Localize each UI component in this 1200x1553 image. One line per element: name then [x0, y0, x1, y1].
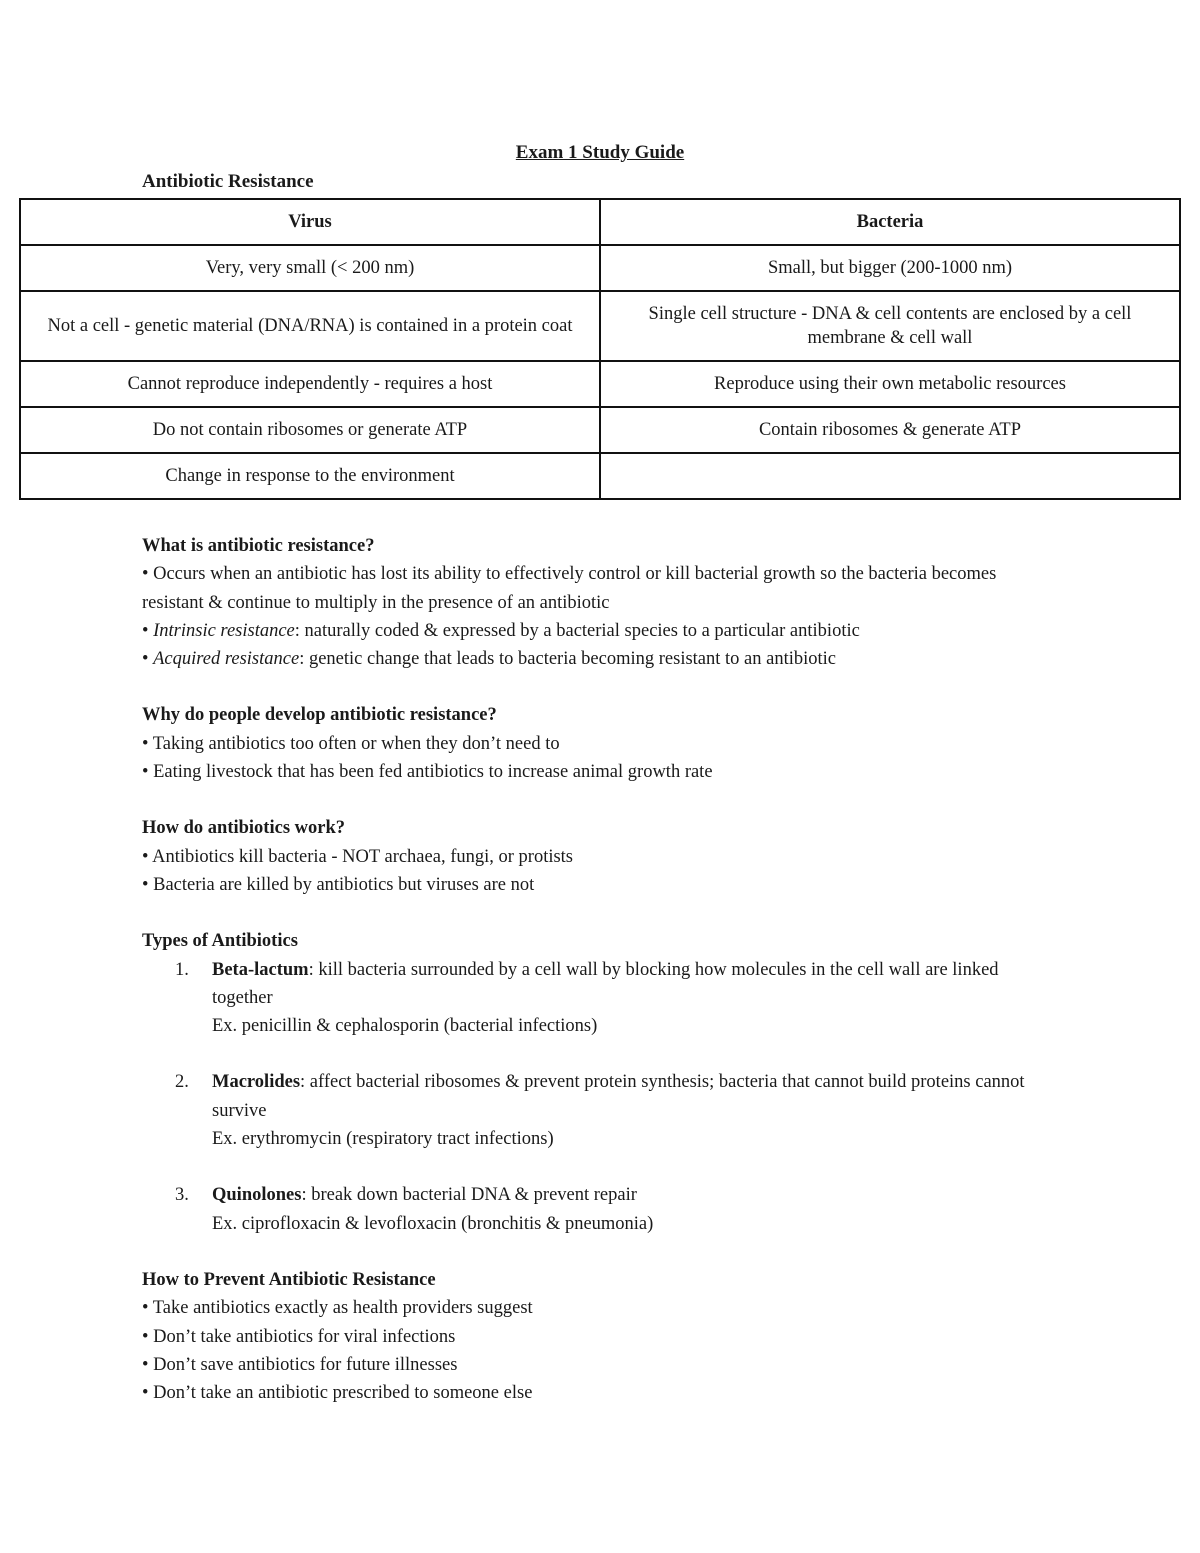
type-term: Macrolides: [212, 1072, 301, 1093]
table-row: [20, 453, 1180, 499]
type-term: Quinolones: [212, 1185, 302, 1206]
type-example: Ex. penicillin & cephalosporin (bacterial infections): [212, 1016, 598, 1037]
bullet-marker: •: [142, 649, 154, 670]
table-cell: Not a cell - genetic material (DNA/RNA) is contained in a protein coat: [20, 291, 600, 361]
type-description: : affect bacterial ribosomes & prevent protein synthesis; bacteria that cannot build proteins cannot survive: [212, 1072, 1025, 1121]
bullet-item: • Don’t save antibiotics for future illnesses: [142, 1354, 458, 1375]
table-cell: Cannot reproduce independently - requires a host: [20, 361, 600, 407]
study-guide-body: [142, 532, 1062, 1407]
table-row: [20, 361, 1180, 407]
question-heading-what: What is antibiotic resistance?: [142, 536, 375, 556]
type-description: : break down bacterial DNA & prevent repair: [301, 1185, 637, 1206]
virus-bacteria-table: [19, 198, 1181, 500]
type-term: Beta-lactum: [212, 959, 309, 980]
list-item: [142, 956, 1062, 1041]
table-cell: Do not contain ribosomes or generate ATP: [20, 407, 600, 453]
table-header-bacteria: Bacteria: [600, 199, 1180, 245]
types-heading: Types of Antibiotics: [142, 931, 298, 952]
bullet-item: • Eating livestock that has been fed antibiotics to increase animal growth rate: [142, 762, 713, 783]
term-intrinsic: Intrinsic resistance: [153, 620, 295, 641]
antibiotic-types-list: [142, 956, 1062, 1238]
table-header-virus: Virus: [20, 199, 600, 245]
table-header-row: [20, 199, 1180, 245]
table-cell: [600, 453, 1180, 499]
type-example: Ex. erythromycin (respiratory tract infections): [212, 1129, 554, 1150]
bullet-marker: •: [142, 620, 154, 641]
list-number: 2.: [175, 1072, 189, 1093]
bullet-item: • Take antibiotics exactly as health providers suggest: [142, 1298, 533, 1319]
table-cell: Change in response to the environment: [20, 453, 600, 499]
type-description: : kill bacteria surrounded by a cell wall by blocking how molecules in the cell wall are linked together: [212, 959, 999, 1008]
list-item: [142, 1181, 1062, 1238]
table-cell: Contain ribosomes & generate ATP: [600, 407, 1180, 453]
list-number: 1.: [175, 959, 189, 980]
question-heading-why: Why do people develop antibiotic resistance?: [142, 705, 497, 726]
section-heading: Antibiotic Resistance: [142, 171, 314, 192]
page-title: Exam 1 Study Guide: [515, 142, 685, 163]
table-cell: Reproduce using their own metabolic resources: [600, 361, 1180, 407]
table-row: [20, 245, 1180, 291]
table-cell: Single cell structure - DNA & cell contents are enclosed by a cell membrane & cell wall: [600, 291, 1180, 361]
question-heading-how: How do antibiotics work?: [142, 818, 346, 839]
bullet-item: • Occurs when an antibiotic has lost its ability to effectively control or kill bacterial growth so the bacteria becomes resistant & continue to multiply in the presence of an antibiotic: [142, 564, 997, 613]
table-cell: Very, very small (< 200 nm): [20, 245, 600, 291]
bullet-item: • Don’t take an antibiotic prescribed to someone else: [142, 1383, 533, 1404]
bullet-item: [142, 645, 1062, 673]
term-acquired: Acquired resistance: [153, 649, 300, 670]
list-item: [142, 1068, 1062, 1153]
table-row: [20, 291, 1180, 361]
table-row: [20, 407, 1180, 453]
bullet-item: • Don’t take antibiotics for viral infections: [142, 1326, 456, 1347]
definition-text: : naturally coded & expressed by a bacterial species to a particular antibiotic: [294, 620, 860, 641]
prevent-heading: How to Prevent Antibiotic Resistance: [142, 1269, 436, 1290]
bullet-item: • Taking antibiotics too often or when they don’t need to: [142, 733, 560, 754]
bullet-item: [142, 617, 1062, 645]
bullet-item: • Antibiotics kill bacteria - NOT archaea, fungi, or protists: [142, 846, 574, 867]
list-number: 3.: [175, 1185, 189, 1206]
bullet-item: • Bacteria are killed by antibiotics but viruses are not: [142, 874, 535, 895]
definition-text: : genetic change that leads to bacteria becoming resistant to an antibiotic: [299, 649, 837, 670]
table-cell: Small, but bigger (200-1000 nm): [600, 245, 1180, 291]
type-example: Ex. ciprofloxacin & levofloxacin (bronchitis & pneumonia): [212, 1213, 654, 1234]
